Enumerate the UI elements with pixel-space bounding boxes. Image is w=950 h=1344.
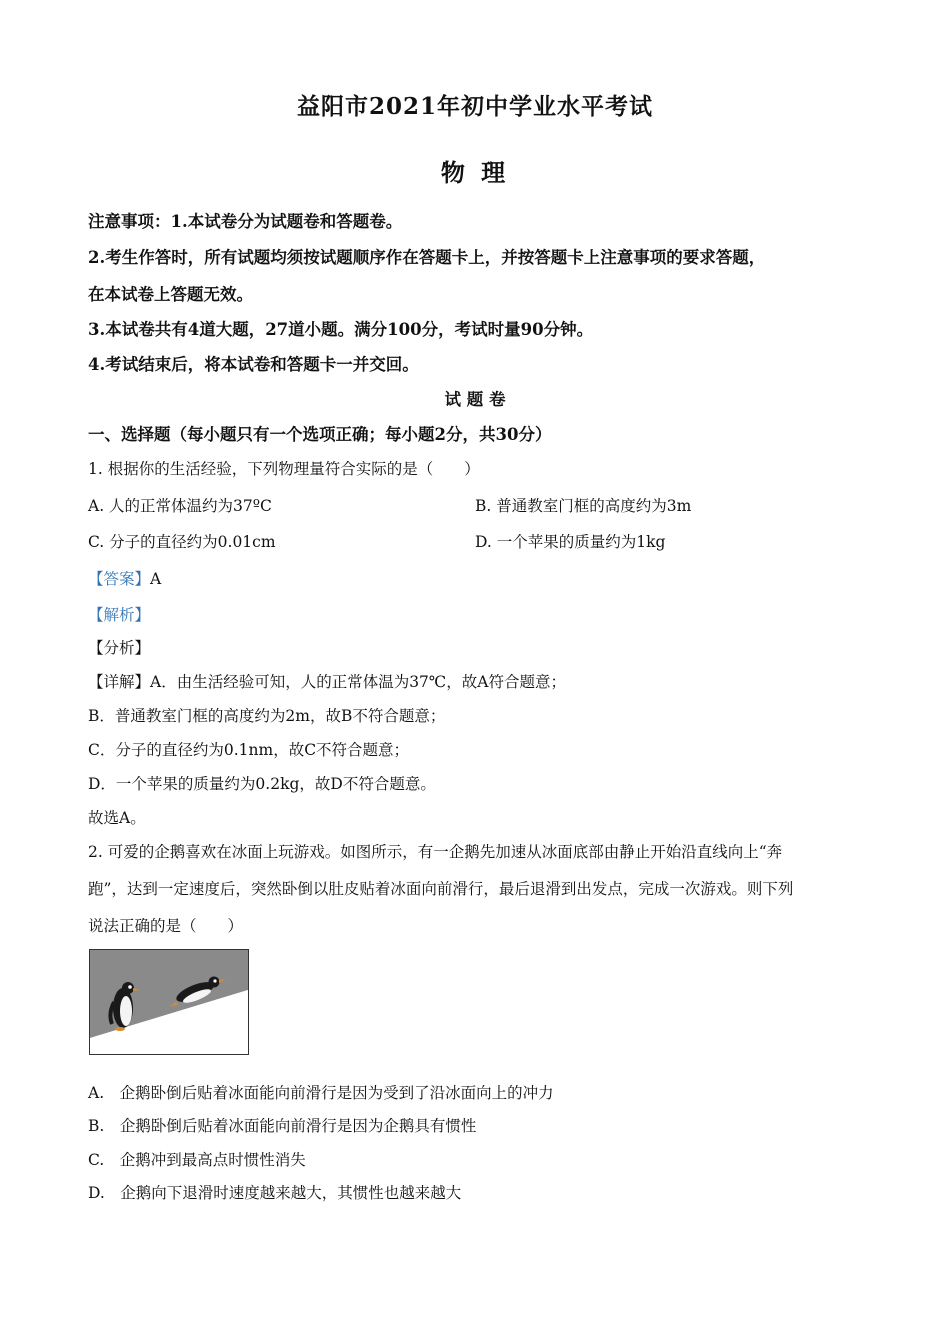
q1-detail-3: C．分子的直径约为0.1nm，故C不符合题意； <box>88 741 410 759</box>
fenxi-label: 【分析】 <box>88 639 151 657</box>
q2-option-a: A. 企鹅卧倒后贴着冰面能向前滑行是因为受到了沿冰面向上的冲力 <box>88 1084 554 1102</box>
q1-detail-5: 故选A。 <box>88 809 146 827</box>
q2-option-c: C. 企鹅冲到最高点时惯性消失 <box>88 1151 306 1169</box>
note-line-2: 2.考生作答时，所有试题均须按试题顺序作在答题卡上，并按答题卡上注意事项的要求答题， <box>88 248 766 267</box>
part1-title: 一、选择题（每小题只有一个选项正确；每小题2分，共30分） <box>88 425 552 444</box>
q1-detail-2: B．普通教室门框的高度约为2m，故B不符合题意； <box>88 707 446 725</box>
answer-value: A <box>150 570 162 588</box>
q1-option-b: B. 普通教室门框的高度约为3m <box>475 497 692 515</box>
q1-answer <box>88 567 161 589</box>
answer-label: 【答案】 <box>88 570 151 588</box>
q1-detail-4: D．一个苹果的质量约为0.2kg，故D不符合题意。 <box>88 775 436 793</box>
penguin-figure <box>89 949 249 1055</box>
note-line-3: 在本试卷上答题无效。 <box>88 285 253 304</box>
q2-stem-line-2: 跑”，达到一定速度后，突然卧倒以肚皮贴着冰面向前滑行，最后退滑到出发点，完成一次游戏。则下列 <box>88 880 794 898</box>
q2-stem-line-1: 2. 可爱的企鹅喜欢在冰面上玩游戏。如图所示，有一企鹅先加速从冰面底部由静止开始沿直线向上“奔 <box>88 843 783 861</box>
q1-option-a: A. 人的正常体温约为37ºC <box>88 497 272 515</box>
q1-stem: 1. 根据你的生活经验，下列物理量符合实际的是（ ） <box>88 460 480 478</box>
penguin-ice-slope-illustration <box>90 950 248 1054</box>
analysis-label: 【解析】 <box>88 606 151 624</box>
q1-detail-1: 【详解】A．由生活经验可知，人的正常体温为37℃，故A符合题意； <box>88 673 566 691</box>
q2-option-b: B. 企鹅卧倒后贴着冰面能向前滑行是因为企鹅具有惯性 <box>88 1117 477 1135</box>
q1-option-d: D. 一个苹果的质量约为1kg <box>475 533 666 551</box>
exam-title: 益阳市2021年初中学业水平考试 <box>296 93 653 120</box>
q2-option-d: D. 企鹅向下退滑时速度越来越大，其惯性也越来越大 <box>88 1184 462 1202</box>
q2-stem-line-3: 说法正确的是（ ） <box>88 917 244 935</box>
note-line-5: 4.考试结束后，将本试卷和答题卡一并交回。 <box>88 355 419 374</box>
note-line-1: 注意事项：1.本试卷分为试题卷和答题卷。 <box>88 212 403 231</box>
q1-option-c: C. 分子的直径约为0.01cm <box>88 533 276 551</box>
note-line-4: 3.本试卷共有4道大题，27道小题。满分100分，考试时量90分钟。 <box>88 320 594 339</box>
section-title: 试 题 卷 <box>444 390 506 409</box>
subject-title: 物 理 <box>440 158 510 187</box>
